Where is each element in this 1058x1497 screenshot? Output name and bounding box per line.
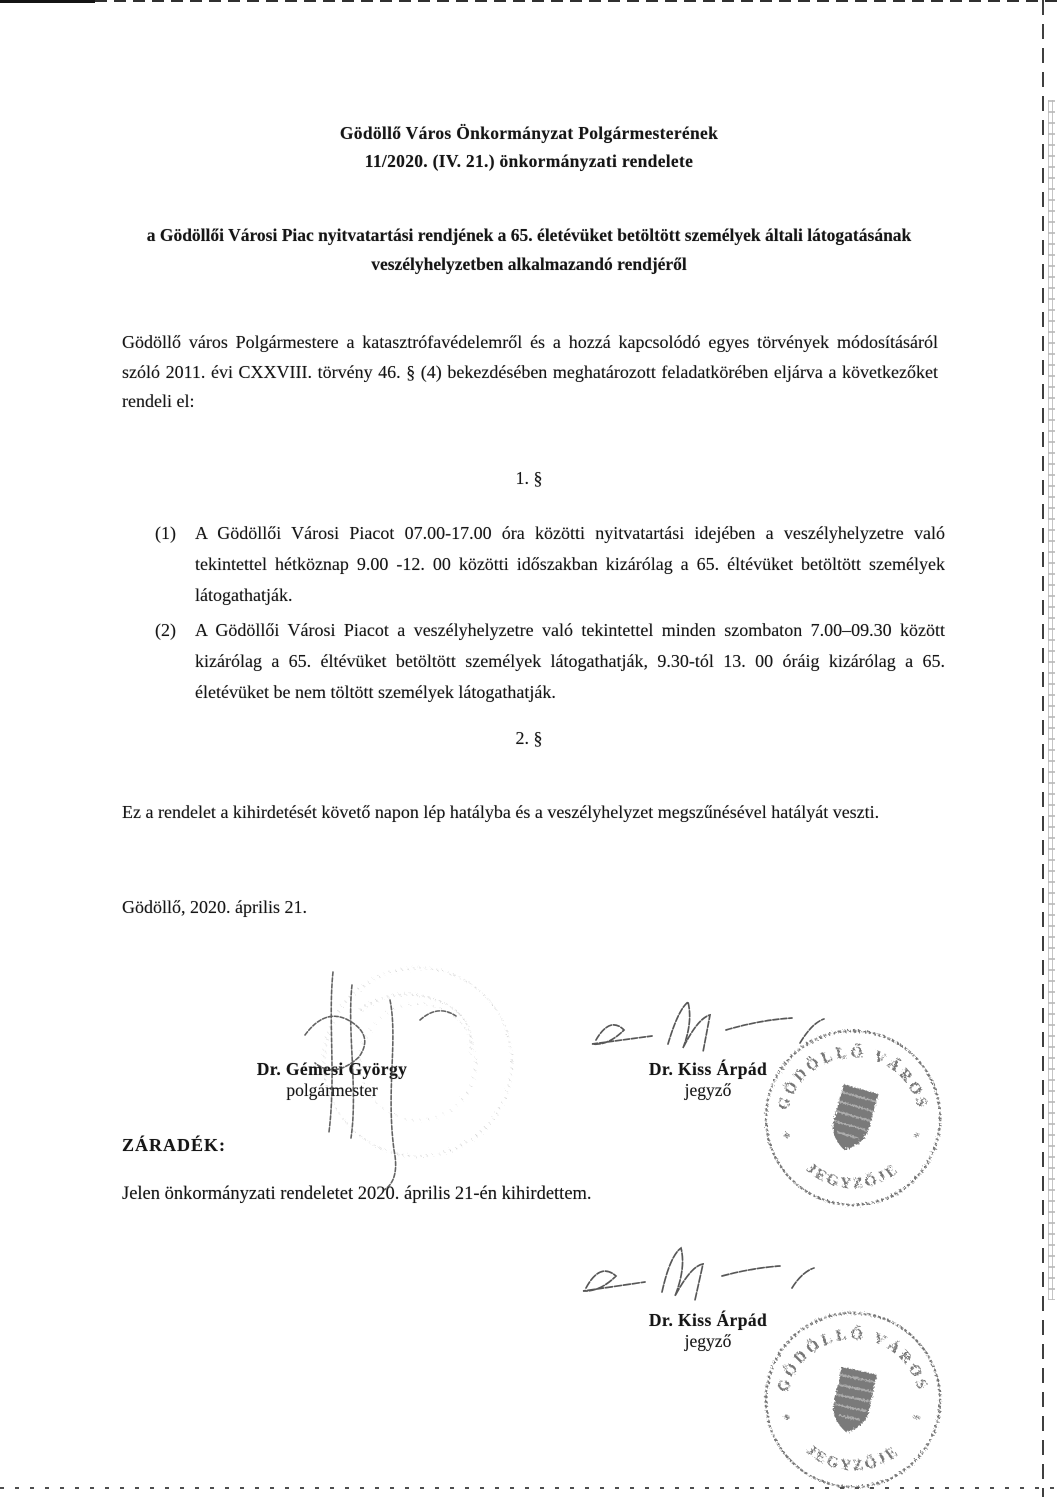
document-title [0, 119, 1058, 175]
signature-block-notary-bottom [588, 1310, 828, 1352]
scan-artifact-bottom-dashed-line [0, 1487, 1058, 1489]
stamp-star-right: * [913, 1412, 921, 1428]
dateline: Gödöllő, 2020. április 21. [122, 897, 307, 917]
notary-bottom-title: jegyző [684, 1331, 732, 1351]
stamp-star-left: * [783, 1412, 791, 1428]
item-1-text: A Gödöllői Városi Piacot 07.00-17.00 óra közötti nyitvatartási idejében a veszélyhelyzetre való tekintettel hétköznap 9.00 -12. 00 közötti időszakban kizárólag a 65. éltévüket betöltött személyek látogathatják. [195, 523, 945, 605]
handwritten-signature-notary-top [592, 1002, 824, 1052]
stamp-arc-text-bottom: JEGYZŐJE [803, 1160, 903, 1193]
stamp-arc-text-top: GÖDÖLLŐ VÁROS [774, 1325, 932, 1394]
zaradek-text: Jelen önkormányzati rendeletet 2020. április 21-én kihirdettem. [122, 1184, 592, 1204]
document-title-line2: 11/2020. (IV. 21.) önkormányzati rendelete [364, 151, 694, 171]
official-stamp-top [766, 1031, 940, 1205]
stamp-star-right: * [913, 1130, 921, 1146]
section-1-heading: 1. § [515, 468, 543, 488]
coat-of-arms [827, 1084, 879, 1154]
closing-provision: Ez a rendelet a kihirdetését követő napon lép hatályba és a veszélyhelyzet megszűnésével hatályát veszti. [122, 802, 880, 822]
signature-block-mayor [212, 1059, 452, 1101]
mayor-name: Dr. Gémesi György [256, 1059, 408, 1079]
item-1-number: (1) [155, 523, 176, 543]
item-2-text: A Gödöllői Városi Piacot a veszélyhelyzetre való tekintettel minden szombaton 7.00–09.30 között kizárólag a 65. éltévüket betöltött személyek látogathatják, 9.30-tól 13. 00 óráig kizárólag a 65. életévüket be nem töltött személyek látogathatják. [195, 620, 945, 702]
mayor-title: polgármester [286, 1080, 378, 1100]
preamble-paragraph: Gödöllő város Polgármestere a katasztrófavédelemről és a hozzá kapcsolódó egyes törvények módosításáról szóló 2011. évi CXXVIII. törvény 46. § (4) bekezdésében meghatározott feladatkörében eljárva a következőket rendeli el: [122, 332, 938, 411]
item-2-number: (2) [155, 620, 176, 640]
stamp-star-left: * [783, 1130, 791, 1146]
notary-title: jegyző [684, 1080, 732, 1100]
notary-bottom-name: Dr. Kiss Árpád [648, 1310, 768, 1330]
zaradek-heading: ZÁRADÉK: [122, 1135, 227, 1155]
handwritten-signature-notary-bottom [583, 1248, 814, 1300]
stamp-arc-text-top: GÖDÖLLŐ VÁROS [774, 1043, 932, 1112]
coat-of-arms [829, 1367, 877, 1436]
notary-name: Dr. Kiss Árpád [648, 1059, 768, 1079]
document-subject: a Gödöllői Városi Piac nyitvatartási rendjének a 65. életévüket betöltött személyek általi látogatásának veszélyhelyzetben alkalmazandó rendjéről [146, 225, 912, 274]
stamp-ring [766, 1031, 940, 1205]
section-2-heading: 2. § [515, 728, 543, 748]
scan-artifact-right-edge-noise [1048, 100, 1055, 1300]
signature-block-notary [588, 1059, 828, 1101]
decree-item-2 [155, 615, 945, 708]
decree-item-1 [155, 518, 945, 611]
stamp-arc-text-bottom: JEGYZŐJE [803, 1442, 903, 1475]
document-title-line1: Gödöllő Város Önkormányzat Polgármesterének [339, 123, 719, 143]
scan-artifact-top-dashed-line [0, 0, 1058, 2]
